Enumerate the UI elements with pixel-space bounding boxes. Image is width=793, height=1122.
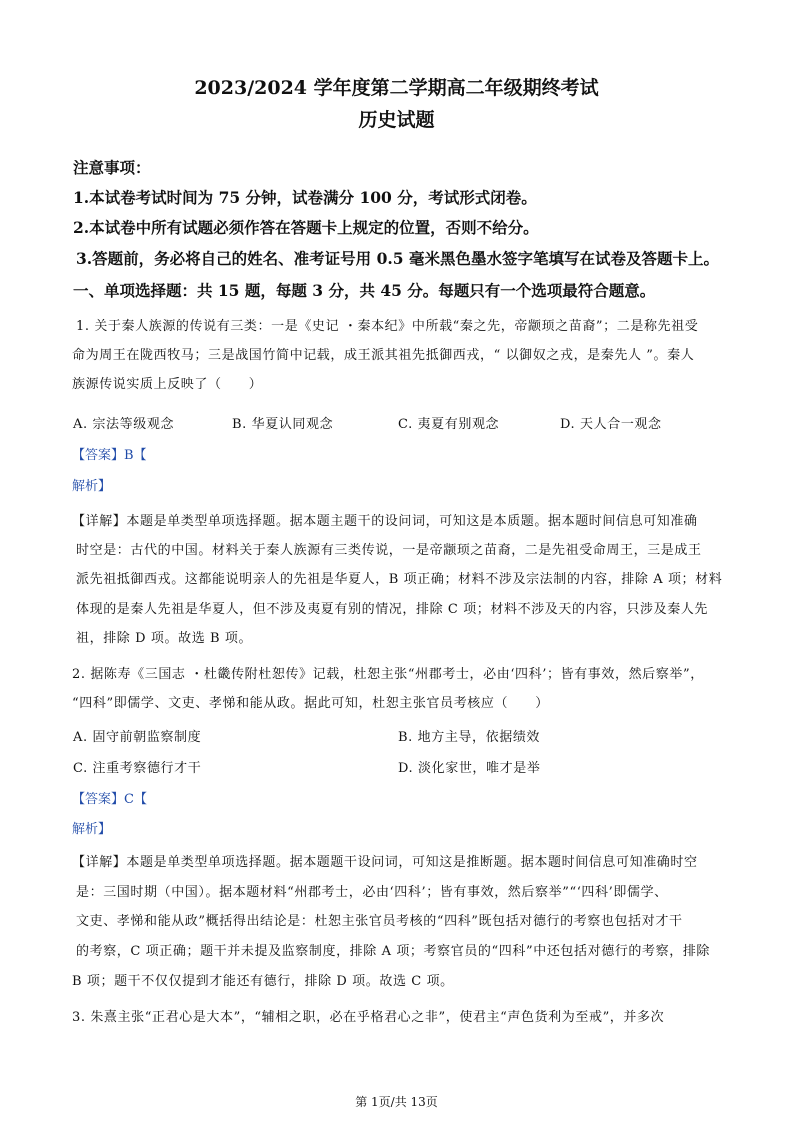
q1-option-c: C. 夷夏有别观念 [398,417,500,432]
q2-option-c: C. 注重考察德行才干 [73,761,202,776]
q2-detail-1: 【详解】本题是单类型单项选择题。据本题题干设问词，可知这是推断题。据本题时间信息可知准确时空 [72,855,698,870]
q2-answer: 【答案】C【 [72,792,147,807]
exam-subtitle: 历史试题 [358,109,435,131]
q2-line-1: 2. 据陈寿《三国志 ・杜畿传附杜恕传》记载，杜恕主张“州郡考士，必由‘四科’；皆有事效，然后察举”， [72,667,704,682]
q2-line-2: “四科”即儒学、文吏、孝悌和能从政。据此可知，杜恕主张官员考核应（ ） [72,696,549,711]
q2-detail-4: 的考察，C 项正确；题干并未提及监察制度，排除 A 项；考察官员的“四科”中还包括对德行的考察，排除 [76,944,711,959]
q2-analysis-label: 解析】 [72,822,112,837]
q1-line-1: 1. 关于秦人族源的传说有三类：一是《史记 ・秦本纪》中所载“秦之先，帝颛顼之苗裔”；二是称先祖受 [76,319,699,334]
q2-detail-2: 是：三国时期（中国）。据本题材料“州郡考士，必由‘四科’；皆有事效，然后察举”“‘四科’即儒学、 [76,885,668,900]
page-footer: 第 1页/共 13页 [355,1095,438,1109]
q2-option-a: A. 固守前朝监察制度 [73,730,202,745]
notice-item-3: 3.答题前，务必将自己的姓名、准考证号用 0.5 毫米黑色墨水签字笔填写在试卷及答题卡上。 [76,249,719,268]
notice-item-1: 1.本试卷考试时间为 75 分钟，试卷满分 100 分，考试形式闭卷。 [73,188,537,207]
q1-detail-4: 体现的是秦人先祖是华夏人，但不涉及夷夏有别的情况，排除 C 项；材料不涉及天的内容，只涉及秦人先 [76,602,709,617]
q1-line-3: 族源传说实质上反映了（ ） [72,377,263,392]
section-heading: 一、单项选择题：共 15 题，每题 3 分，共 45 分。每题只有一个选项最符合题意。 [73,281,656,300]
q1-line-2: 命为周王在陇西牧马；三是战国竹简中记载，成王派其祖先抵御西戎，“ 以御奴之戎，是秦先人 ”。秦人 [72,348,695,363]
q1-detail-1: 【详解】本题是单类型单项选择题。据本题主题干的设问词，可知这是本质题。据本题时间信息可知准确 [72,514,698,529]
q1-option-a: A. 宗法等级观念 [73,417,175,432]
notice-heading: 注意事项： [73,158,151,177]
q1-option-b: B. 华夏认同观念 [232,417,334,432]
q1-analysis-label: 解析】 [72,479,112,494]
q1-option-d: D. 天人合一观念 [560,417,662,432]
q1-detail-2: 时空是：古代的中国。材料关于秦人族源有三类传说，一是帝颛顼之苗裔，二是先祖受命周王，三是成王 [76,543,702,558]
q3-line-1: 3. 朱熹主张“正君心是大本”，“辅相之职，必在乎格君心之非”，使君主“声色货利为至戒”，并多次 [72,1010,665,1025]
q1-answer: 【答案】B【 [72,448,147,463]
q2-option-d: D. 淡化家世，唯才是举 [398,761,541,776]
q1-detail-3: 派先祖抵御西戎。这都能说明亲人的先祖是华夏人，B 项正确；材料不涉及宗法制的内容，排除 A 项；材料 [76,572,723,587]
exam-title: 2023/2024 学年度第二学期高二年级期终考试 [194,77,599,99]
q1-detail-5: 祖，排除 D 项。故选 B 项。 [76,631,253,646]
notice-item-2: 2.本试卷中所有试题必须作答在答题卡上规定的位置，否则不给分。 [73,218,539,237]
q2-detail-5: B 项；题干不仅仅提到才能还有德行，排除 D 项。故选 C 项。 [72,974,454,989]
q2-detail-3: 文吏、孝悌和能从政”概括得出结论是：杜恕主张官员考核的“四科”既包括对德行的考察也包括对才干 [76,914,683,929]
q2-option-b: B. 地方主导，依据绩效 [398,730,541,745]
